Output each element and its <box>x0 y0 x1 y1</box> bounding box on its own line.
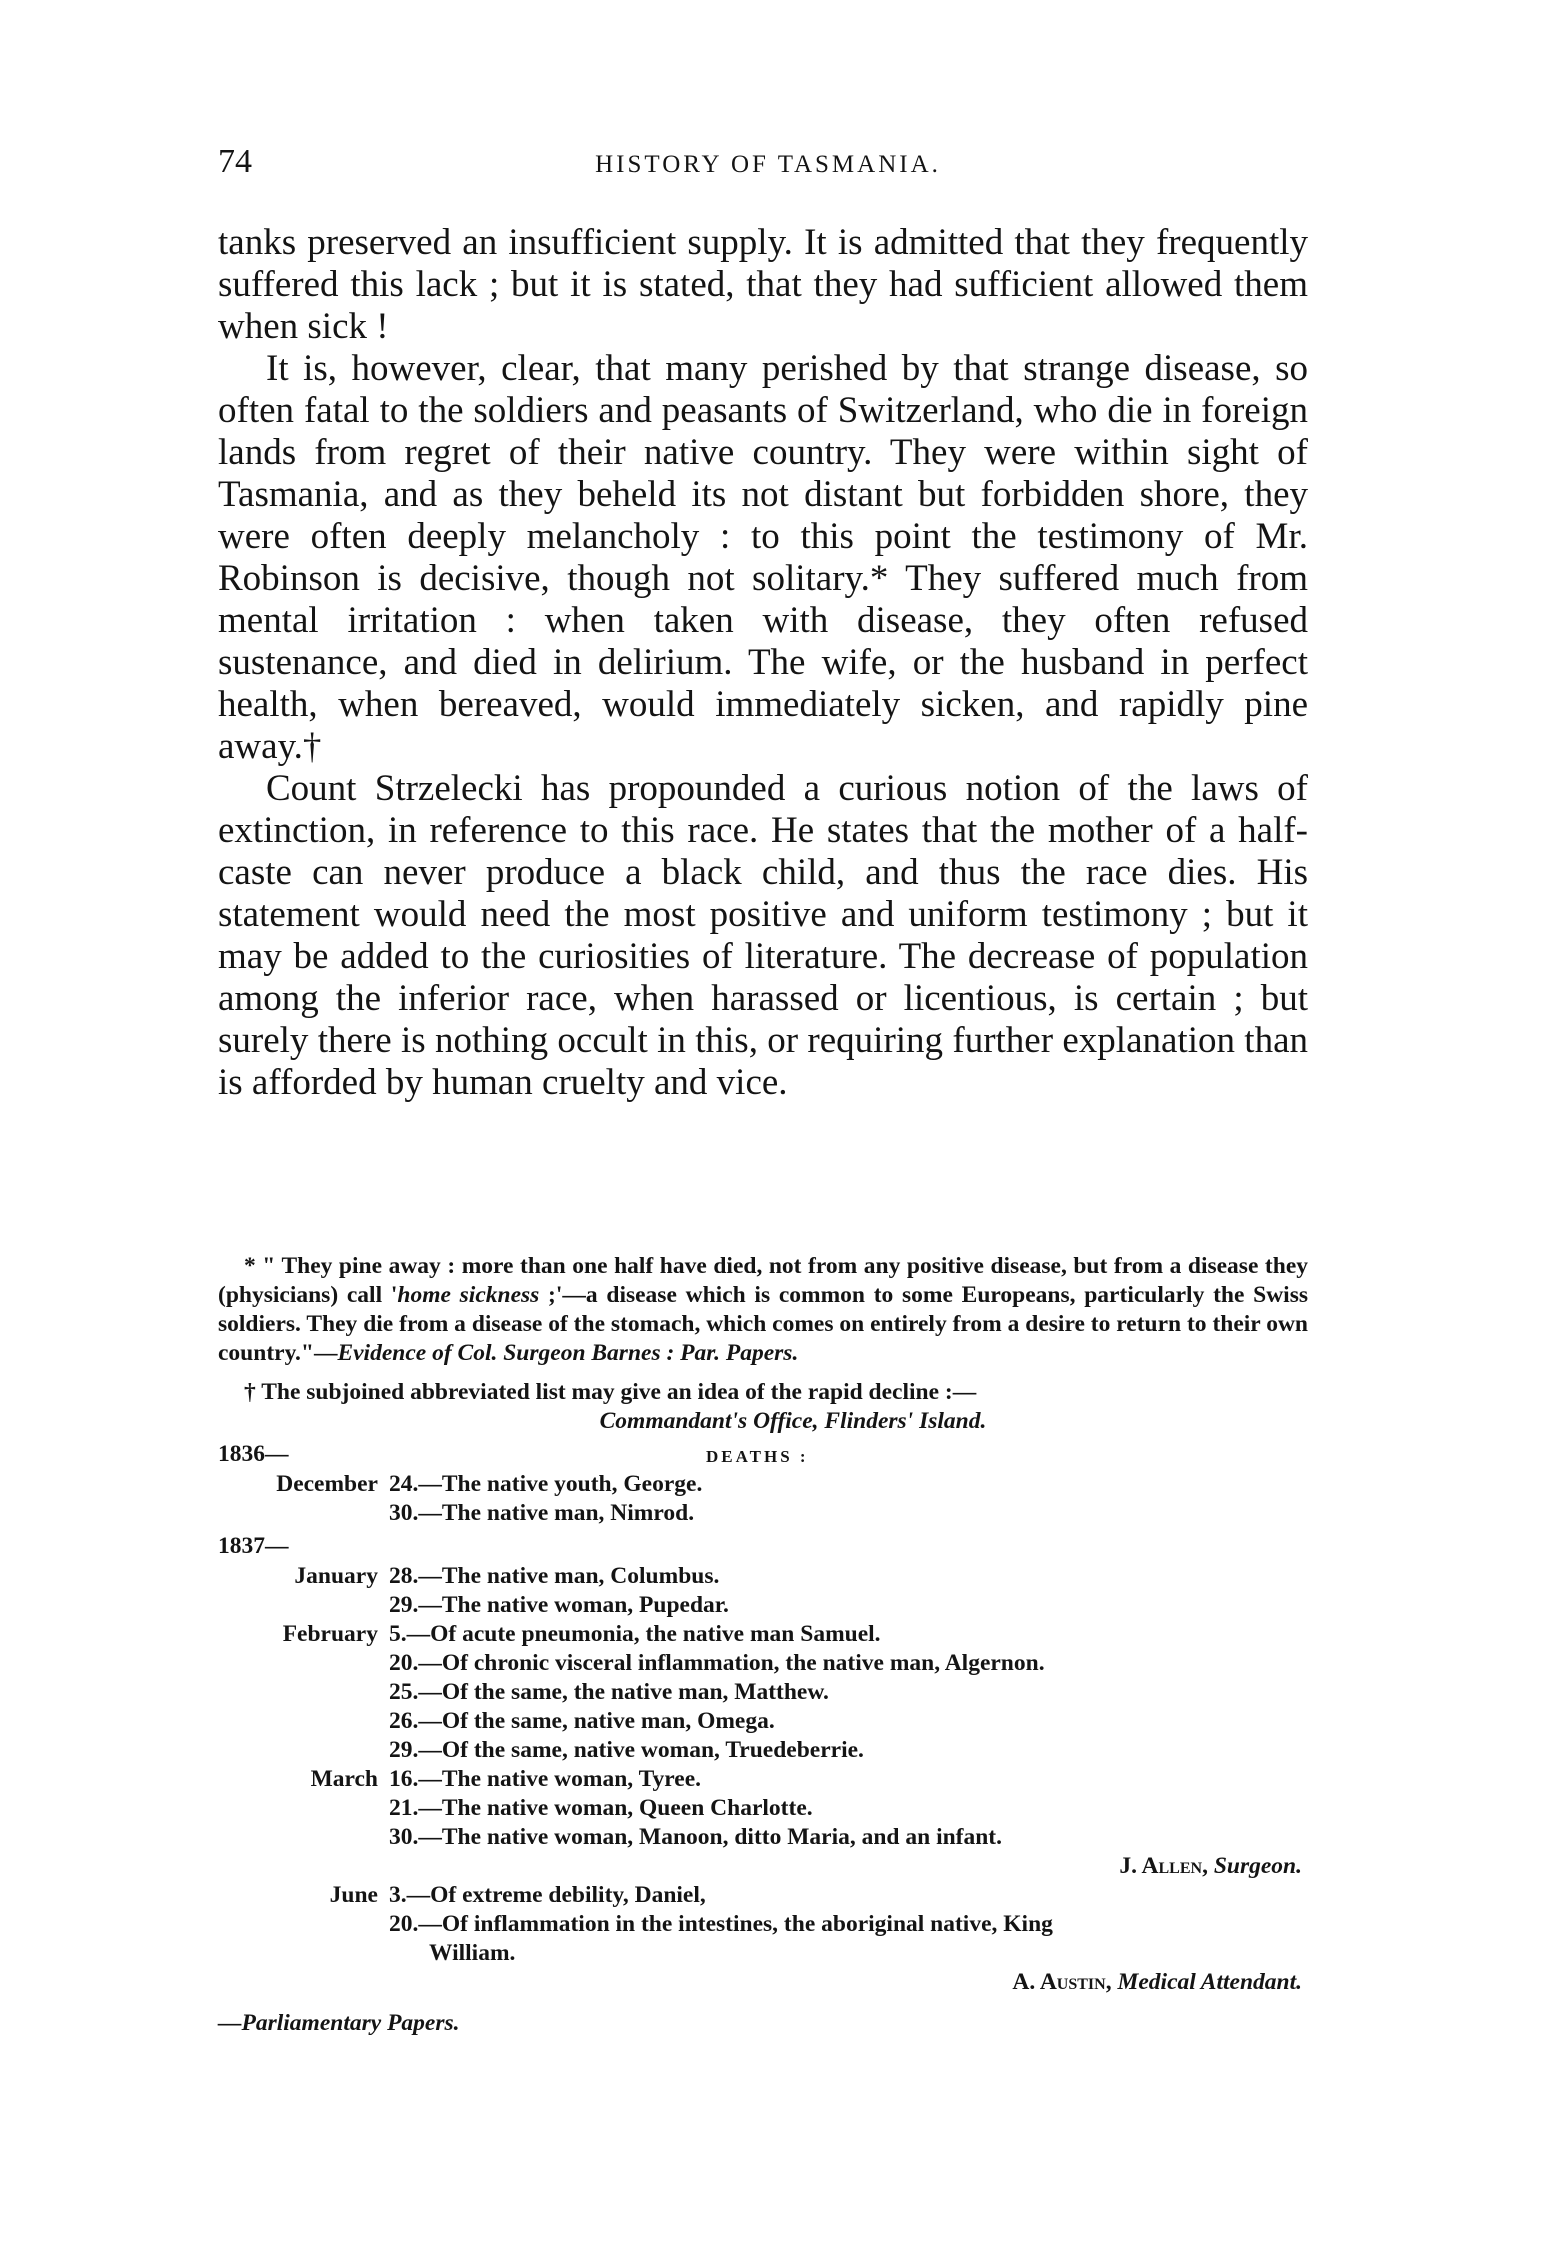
list-item <box>218 1470 1308 1499</box>
footnotes <box>218 1252 1308 2038</box>
month-label: March <box>310 1766 378 1792</box>
death-entry: 3.—Of extreme debility, Daniel, <box>389 1882 706 1908</box>
list-item <box>218 1649 1308 1678</box>
death-entry: 28.—The native man, Columbus. <box>389 1563 720 1589</box>
death-entry-wrap: William. <box>429 1940 516 1966</box>
paragraph-3: Count Strzelecki has propounded a curious notion of the laws of extinction, in reference to this race. He states that the mother of a half-caste can never produce a black child, and thus the race dies. His statement would need the most positive and uniform testimony ; but it may be added to the curiosities of literature. The decrease of population among the inferior race, when harassed or licentious, is certain ; but surely there is nothing occult in this, or requiring further explanation than is afforded by human cruelty and vice. <box>218 768 1308 1103</box>
list-item <box>218 1765 1308 1794</box>
footnote-1-text: * " They pine away : more than one half have died, not from any positive disease, but from a disease they (physicians) call ' <box>218 1253 1308 1308</box>
month-label: June <box>329 1882 378 1908</box>
main-text <box>218 222 1308 1104</box>
signature-austin <box>218 1968 1308 1997</box>
year-1836 <box>218 1440 1308 1470</box>
list-item <box>218 1881 1308 1910</box>
year-label: 1836— <box>218 1441 289 1467</box>
death-entry: 24.—The native youth, George. <box>389 1471 703 1497</box>
list-item <box>218 1562 1308 1591</box>
death-entry: 29.—The native woman, Pupedar. <box>389 1592 729 1618</box>
source-citation: —Parliamentary Papers. <box>218 2010 460 2036</box>
death-entry: 5.—Of acute pneumonia, the native man Samuel. <box>389 1621 881 1647</box>
year-label: 1837— <box>218 1533 289 1559</box>
signature-name: J. Allen, <box>1119 1853 1208 1879</box>
list-item <box>218 1823 1308 1852</box>
footnote-1-source: Evidence of Col. Surgeon Barnes : Par. Papers. <box>337 1340 799 1366</box>
footnote-1-text-cont: ;'—a disease which is common to some Europeans, particularly the Swiss soldiers. They die from a disease of the stomach, which comes on entirely from a desire to return to their own country."— <box>218 1282 1308 1366</box>
footnote-1 <box>218 1252 1308 1368</box>
death-entry <box>389 1910 1308 1968</box>
paragraph-1: tanks preserved an insufficient supply. It is admitted that they frequently suffered this lack ; but it is stated, that they had sufficient allowed them when sick ! <box>218 222 1308 347</box>
footnote-1-italic: home sickness <box>397 1282 540 1308</box>
list-item <box>218 1910 1308 1968</box>
signature-role: Surgeon. <box>1213 1853 1302 1879</box>
running-title: HISTORY OF TASMANIA. <box>595 151 941 178</box>
footnote-2: † The subjoined abbreviated list may give an idea of the rapid decline :— <box>244 1379 977 1405</box>
death-entry: 30.—The native man, Nimrod. <box>389 1500 695 1526</box>
list-item <box>218 1794 1308 1823</box>
month-label: January <box>294 1563 378 1589</box>
death-entry: 26.—Of the same, native man, Omega. <box>389 1708 775 1734</box>
list-item <box>218 1707 1308 1736</box>
list-item <box>218 1678 1308 1707</box>
death-entry: 16.—The native woman, Tyree. <box>389 1766 702 1792</box>
death-entry: 20.—Of chronic visceral inflammation, the native man, Algernon. <box>389 1650 1045 1676</box>
deaths-heading: DEATHS : <box>706 1447 809 1466</box>
death-entry: 25.—Of the same, the native man, Matthew. <box>389 1679 829 1705</box>
list-item <box>218 1620 1308 1649</box>
death-entry: 29.—Of the same, native woman, Truedeberrie. <box>389 1737 864 1763</box>
paragraph-2: It is, however, clear, that many perished by that strange disease, so often fatal to the soldiers and peasants of Switzerland, who die in foreign lands from regret of their native country. They were within sight of Tasmania, and as they beheld its not distant but forbidden shore, they were often deeply melancholy : to this point the testimony of Mr. Robinson is decisive, though not solitary.* They suffered much from mental irritation : when taken with disease, they often refused sustenance, and died in delirium. The wife, or the husband in perfect health, when bereaved, would immediately sicken, and rapidly pine away.† <box>218 348 1308 767</box>
list-item <box>218 1591 1308 1620</box>
death-entry: 30.—The native woman, Manoon, ditto Maria, and an infant. <box>389 1824 1003 1850</box>
list-item <box>218 1736 1308 1765</box>
year-1837 <box>218 1532 1308 1562</box>
month-label: February <box>282 1621 378 1647</box>
list-item <box>218 1499 1308 1528</box>
page-number: 74 <box>218 143 252 180</box>
signature-role: Medical Attendant. <box>1117 1969 1302 1995</box>
death-entry-text: 20.—Of inflammation in the intestines, the aboriginal native, King <box>389 1911 1053 1937</box>
death-entry: 21.—The native woman, Queen Charlotte. <box>389 1795 813 1821</box>
month-label: December <box>276 1471 378 1497</box>
page-header <box>218 142 1318 192</box>
signature-allen <box>218 1852 1308 1881</box>
signature-name: A. Austin, <box>1012 1969 1112 1995</box>
list-title: Commandant's Office, Flinders' Island. <box>599 1408 987 1434</box>
